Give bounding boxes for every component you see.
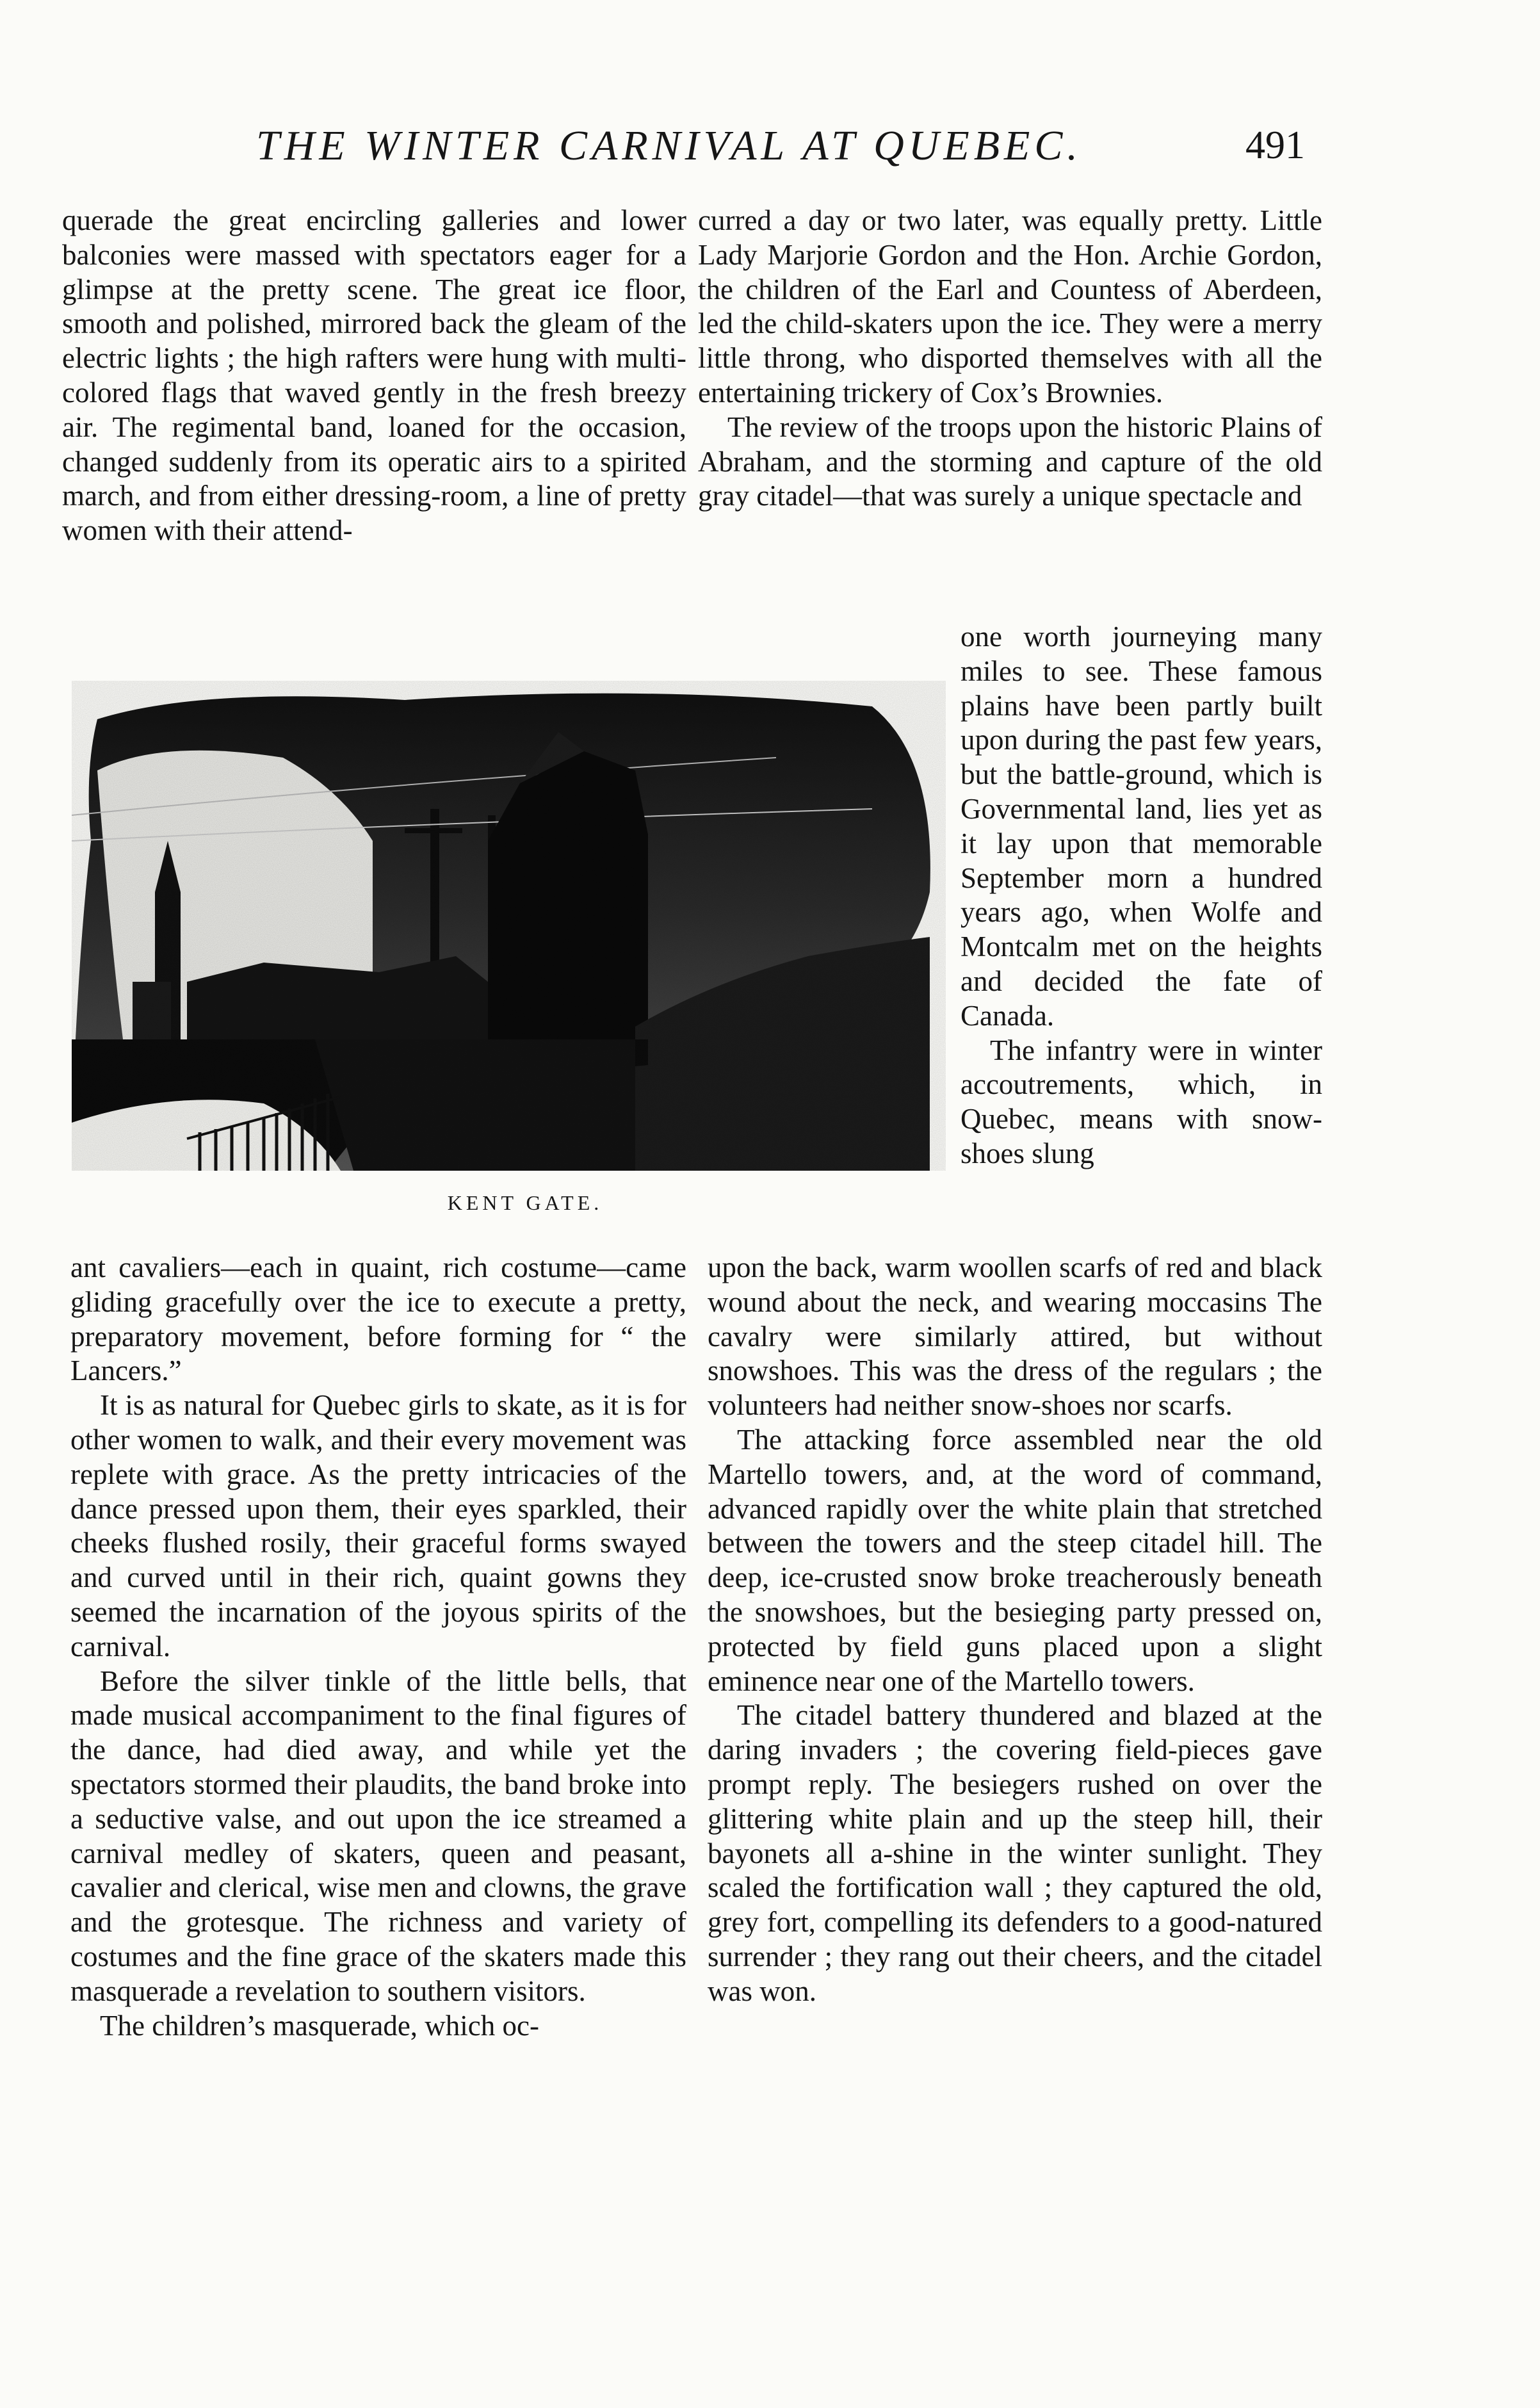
figure-caption: KENT GATE. [447, 1191, 603, 1214]
paragraph: curred a day or two later, was equally pretty. Little Lady Marjorie Gordon and the Hon. Archie Gordon, the children of the Earl and Countess of Aberdeen, led the child-skaters upon the ice. They were a merry little throng, who disported themselves with all the entertaining trickery of Cox’s Brownies. [698, 204, 1322, 409]
paragraph: The attacking force assembled near the old Martello towers, and, at the word of command, advanced rapidly over the white plain that stretched between the towers and the steep citadel hill. The deep, ice-crusted snow broke treacherously beneath the snowshoes, but the besieging party pressed on, protected by field guns placed upon a slight eminence near one of the Martello towers. [708, 1423, 1322, 1697]
paragraph: upon the back, warm woollen scarfs of red and black wound about the neck, and wearing moccasins The cavalry were similarly attired, but without snowshoes. This was the dress of the regulars ; the volunteers had neither snow-shoes nor scarfs. [708, 1251, 1322, 1422]
left-column-bottom [70, 1251, 686, 2043]
paragraph: querade the great encircling galleries and lower balconies were massed with spectators eager for a glimpse at the pretty scene. The great ice floor, smooth and polished, mirrored back the gleam of the electric lights ; the high rafters were hung with multi-colored flags that waved gently in the fresh breezy air. The regimental band, loaned for the occasion, changed suddenly from its operatic airs to a spirited march, and from either dressing-room, a line of pretty women with their attend- [62, 204, 686, 547]
paragraph: The citadel battery thundered and blazed at the daring invaders ; the covering field-pieces gave prompt reply. The besiegers rushed on over the glittering white plain and up the steep hill, their bayonets all a-shine in the winter sunlight. They scaled the fortification wall ; they captured the old, grey fort, compelling its defenders to a good-natured surrender ; they rang out their cheers, and the citadel was won. [708, 1699, 1322, 2007]
right-column-bottom [708, 1251, 1322, 2009]
page-number: 491 [1245, 124, 1305, 167]
paragraph: The children’s masquerade, which oc- [100, 2009, 539, 2042]
paragraph: The review of the troops upon the historic Plains of Abraham, and the storming and capture of the old gray citadel—that was surely a unique spectacle and [698, 411, 1322, 512]
left-column-top [62, 204, 686, 548]
paragraph: Before the silver tinkle of the little bells, that made musical accompaniment to the final figures of the dance, had died away, and while yet the spectators stormed their plaudits, the band broke into a seductive valse, and out upon the ice streamed a carnival medley of skaters, queen and peasant, cavalier and clerical, wise men and clowns, the grave and the grotesque. The richness and variety of costumes and the fine grace of the skaters made this masquerade a revelation to southern visitors. [70, 1664, 686, 2007]
running-header-title: THE WINTER CARNIVAL AT QUEBEC. [256, 122, 1082, 169]
paragraph: The infantry were in winter accoutrements, which, in Quebec, means with snow-shoes slung [960, 1034, 1322, 1169]
paragraph: one worth journeying many miles to see. These famous plains have been partly built upon during the past few years, but the battle-ground, which is Governmental land, lies yet as it lay upon that memorable September morn a hundred years ago, when Wolfe and Montcalm met on the heights and decided the fate of Canada. [960, 621, 1322, 1032]
right-column-wrap [960, 620, 1322, 1171]
paragraph: It is as natural for Quebec girls to skate, as it is for other women to walk, and their every movement was replete with grace. As the pretty intricacies of the dance pressed upon them, their eyes sparkled, their cheeks flushed rosily, their graceful forms swayed and curved until in their rich, quaint gowns they seemed the incarnation of the joyous spirits of the carnival. [70, 1389, 686, 1663]
kent-gate-photo [72, 681, 946, 1171]
paragraph: ant cavaliers—each in quaint, rich costume—came gliding gracefully over the ice to execute a pretty, preparatory movement, before forming for “ the Lancers.” [70, 1251, 686, 1387]
right-column-top [698, 204, 1322, 514]
